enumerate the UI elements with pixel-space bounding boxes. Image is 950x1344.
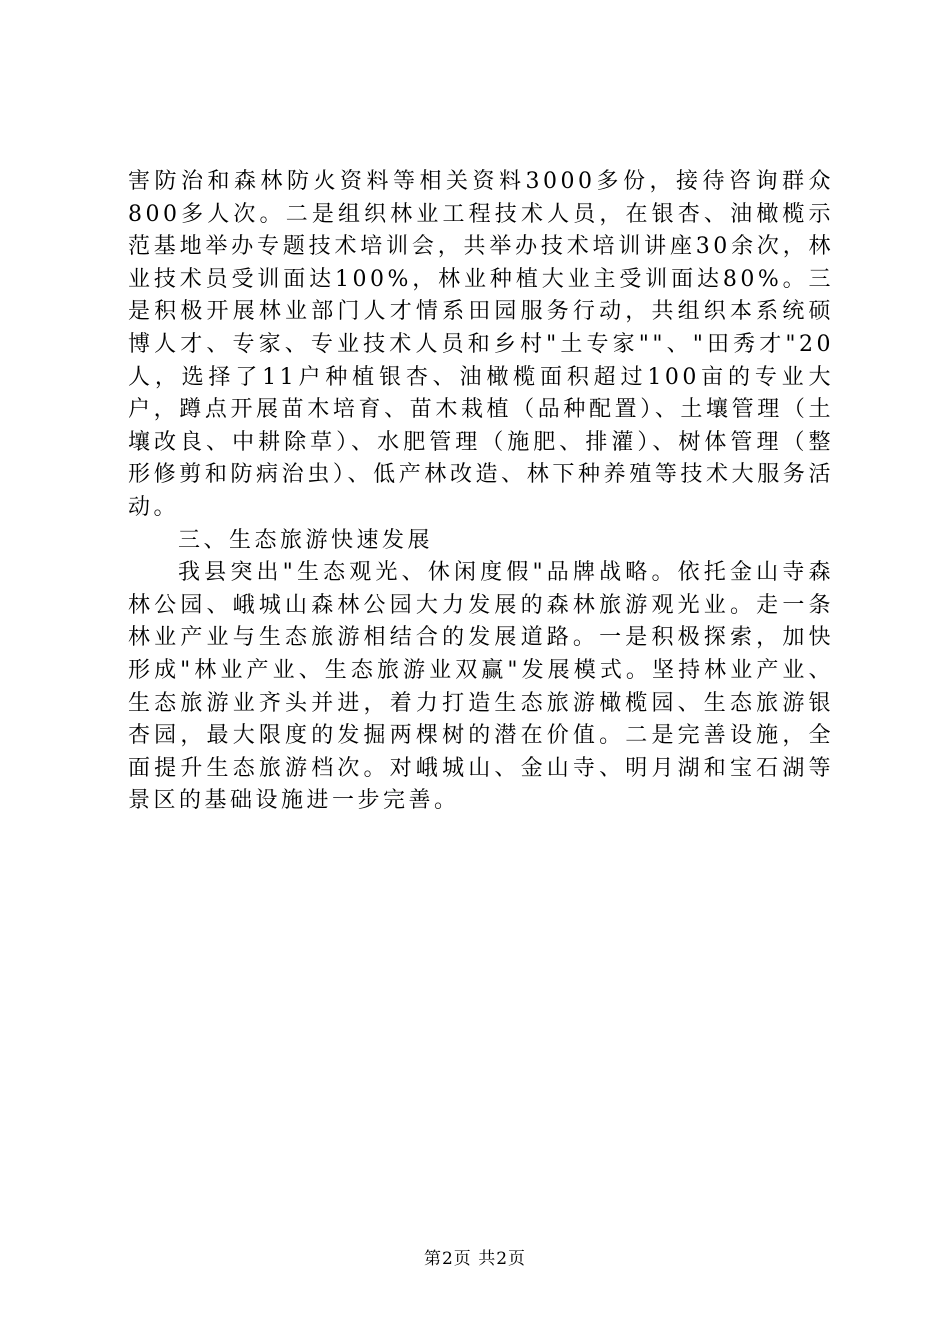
section-heading: 三、生态旅游快速发展 <box>178 527 434 553</box>
page-footer <box>0 1244 950 1269</box>
paragraph-eco-tourism: 我县突出"生态观光、休闲度假"品牌战略。依托金山寺森林公园、峨城山森林公园大力发展的森林旅游观光业。走一条林业产业与生态旅游相结合的发展道路。一是积极探索，加快形成"林业产业、生态旅游业双赢"发展模式。坚持林业产业、生态旅游业齐头并进，着力打造生态旅游橄榄园、生态旅游银杏园，最大限度的发掘两棵树的潜在价值。二是完善设施，全面提升生态旅游档次。对峨城山、金山寺、明月湖和宝石湖等景区的基础设施进一步完善。 <box>128 560 834 814</box>
document-body <box>128 166 834 818</box>
paragraph-continued: 害防治和森林防火资料等相关资料3000多份，接待咨询群众800多人次。二是组织林业工程技术人员，在银杏、油橄榄示范基地举办专题技术培训会，共举办技术培训讲座30余次，林业技术员受训面达100%，林业种植大业主受训面达80%。三是积极开展林业部门人才情系田园服务行动，共组织本系统硕博人才、专家、专业技术人员和乡村"土专家""、"田秀才"20人，选择了11户种植银杏、油橄榄面积超过100亩的专业大户，蹲点开展苗木培育、苗木栽植（品种配置）、土壤管理（土壤改良、中耕除草）、水肥管理（施肥、排灌）、树体管理（整形修剪和防病治虫）、低产林改造、林下种养殖等技术大服务活动。 <box>128 169 834 520</box>
page-indicator: 第2页 共2页 <box>423 1249 527 1269</box>
